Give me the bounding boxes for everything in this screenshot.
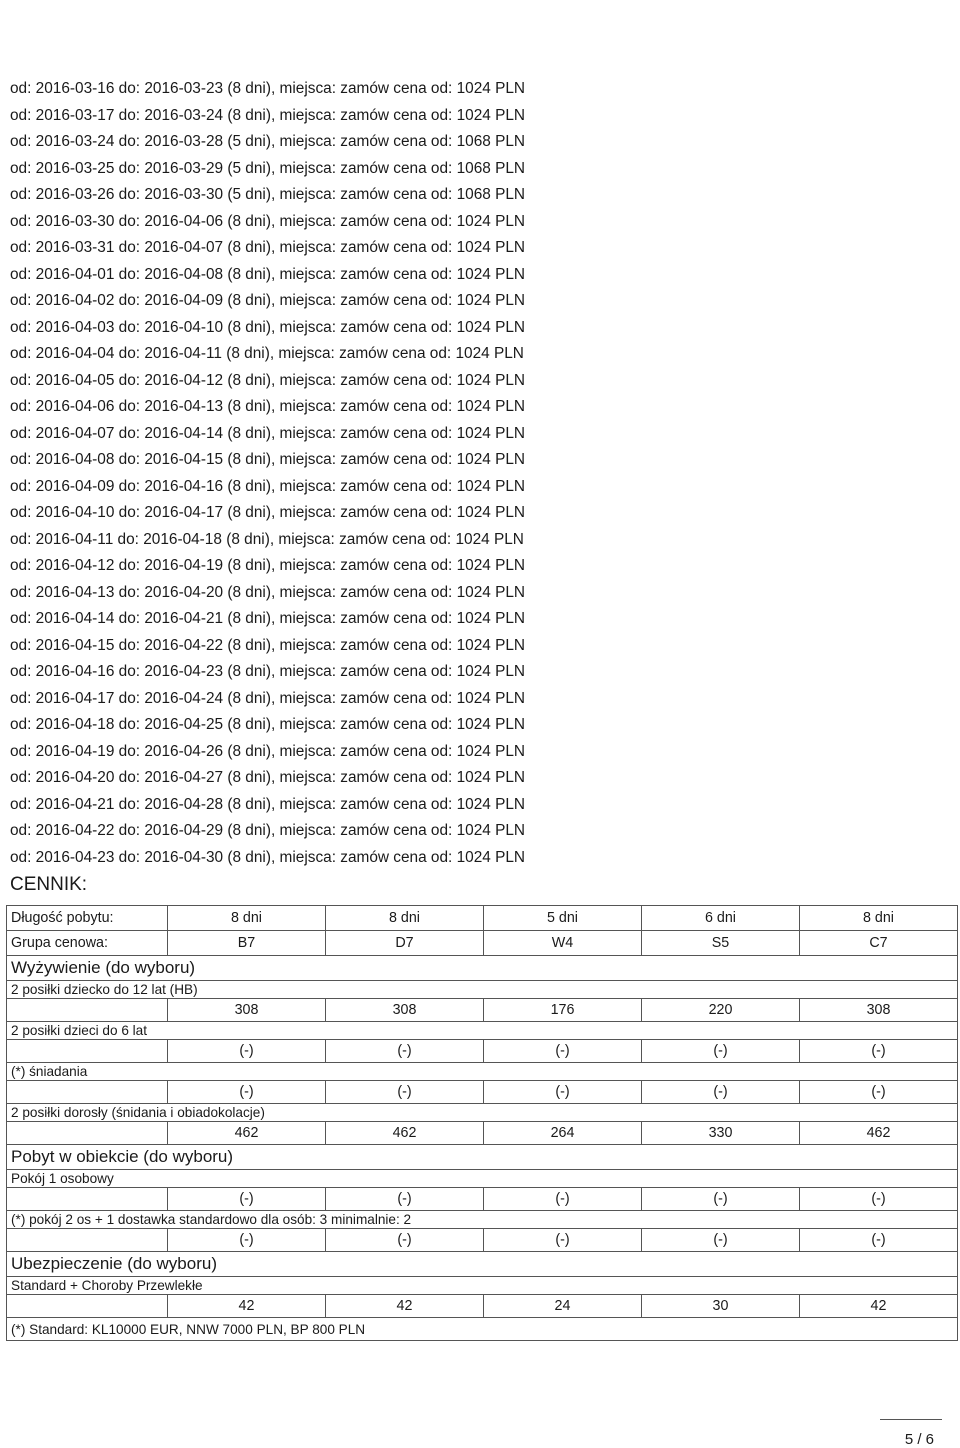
date-row: od: 2016-04-12 do: 2016-04-19 (8 dni), miejsca: zamów cena od: 1024 PLN [10, 557, 526, 574]
item-label: Pokój 1 osobowy [7, 1170, 958, 1188]
date-row: od: 2016-04-07 do: 2016-04-14 (8 dni), miejsca: zamów cena od: 1024 PLN [10, 424, 526, 442]
header-value: B7 [168, 931, 326, 956]
date-row: od: 2016-04-04 do: 2016-04-11 (8 dni), miejsca: zamów cena od: 1024 PLN [10, 345, 524, 362]
header-value: S5 [642, 931, 800, 956]
item-value: 308 [168, 999, 326, 1022]
item-value: (-) [642, 1188, 800, 1211]
page-number: 5 / 6 [904, 1431, 934, 1448]
date-row: od: 2016-04-23 do: 2016-04-30 (8 dni), miejsca: zamów cena od: 1024 PLN [10, 848, 526, 866]
date-row: od: 2016-04-16 do: 2016-04-23 (8 dni), miejsca: zamów cena od: 1024 PLN [10, 663, 526, 680]
date-row: od: 2016-04-10 do: 2016-04-17 (8 dni), miejsca: zamów cena od: 1024 PLN [10, 504, 526, 521]
item-label: 2 posiłki dzieci do 6 lat [7, 1022, 958, 1040]
date-row: od: 2016-04-05 do: 2016-04-12 (8 dni), miejsca: zamów cena od: 1024 PLN [10, 371, 526, 389]
item-value: (-) [168, 1081, 326, 1104]
date-row: od: 2016-03-31 do: 2016-04-07 (8 dni), miejsca: zamów cena od: 1024 PLN [10, 239, 526, 256]
item-spacer [7, 1081, 168, 1104]
item-value-row [7, 1122, 958, 1145]
item-value: (-) [484, 1081, 642, 1104]
item-value: (-) [168, 1229, 326, 1252]
item-value: 176 [484, 999, 642, 1022]
date-row: od: 2016-04-21 do: 2016-04-28 (8 dni), miejsca: zamów cena od: 1024 PLN [10, 795, 526, 813]
date-row: od: 2016-04-02 do: 2016-04-09 (8 dni), miejsca: zamów cena od: 1024 PLN [10, 292, 526, 309]
date-row: od: 2016-03-24 do: 2016-03-28 (5 dni), miejsca: zamów cena od: 1068 PLN [10, 133, 526, 150]
header-value: 6 dni [642, 906, 800, 931]
item-label-row [7, 981, 958, 999]
date-row: od: 2016-04-19 do: 2016-04-26 (8 dni), miejsca: zamów cena od: 1024 PLN [10, 742, 526, 760]
item-spacer [7, 1188, 168, 1211]
section-title: Wyżywienie (do wyboru) [7, 956, 958, 981]
item-value: 42 [800, 1295, 958, 1318]
date-row: od: 2016-04-18 do: 2016-04-25 (8 dni), miejsca: zamów cena od: 1024 PLN [10, 716, 526, 733]
item-label-row [7, 1211, 958, 1229]
item-spacer [7, 1229, 168, 1252]
item-value: 42 [326, 1295, 484, 1318]
item-value: (-) [326, 1229, 484, 1252]
date-row: od: 2016-04-22 do: 2016-04-29 (8 dni), miejsca: zamów cena od: 1024 PLN [10, 822, 526, 839]
item-value: 330 [642, 1122, 800, 1145]
date-row: od: 2016-04-03 do: 2016-04-10 (8 dni), miejsca: zamów cena od: 1024 PLN [10, 318, 526, 336]
section-row [7, 956, 958, 981]
date-row: od: 2016-04-17 do: 2016-04-24 (8 dni), miejsca: zamów cena od: 1024 PLN [10, 689, 526, 707]
item-spacer [7, 1040, 168, 1063]
footnote: (*) Standard: KL10000 EUR, NNW 7000 PLN, BP 800 PLN [7, 1318, 958, 1341]
section-row [7, 1145, 958, 1170]
item-value: 24 [484, 1295, 642, 1318]
item-value: (-) [326, 1188, 484, 1211]
item-label-row [7, 1104, 958, 1122]
item-label: 2 posiłki dziecko do 12 lat (HB) [7, 981, 958, 999]
item-value: (-) [642, 1229, 800, 1252]
date-row: od: 2016-04-11 do: 2016-04-18 (8 dni), miejsca: zamów cena od: 1024 PLN [10, 530, 524, 548]
item-label-row [7, 1063, 958, 1081]
header-value: 8 dni [800, 906, 958, 931]
item-value: 308 [800, 999, 958, 1022]
header-label: Długość pobytu: [7, 906, 168, 931]
cennik-title: CENNIK: [10, 874, 88, 895]
item-label: Standard + Choroby Przewlekłe [7, 1277, 958, 1295]
item-value: (-) [800, 1229, 958, 1252]
item-label-row [7, 1022, 958, 1040]
footer-divider [880, 1419, 942, 1420]
item-value: 30 [642, 1295, 800, 1318]
item-value: 462 [168, 1122, 326, 1145]
header-value: 5 dni [484, 906, 642, 931]
item-value: 462 [326, 1122, 484, 1145]
item-label-row [7, 1170, 958, 1188]
section-title: Ubezpieczenie (do wyboru) [7, 1252, 958, 1277]
item-value: (-) [800, 1188, 958, 1211]
date-row: od: 2016-04-13 do: 2016-04-20 (8 dni), miejsca: zamów cena od: 1024 PLN [10, 583, 526, 601]
item-value: 308 [326, 999, 484, 1022]
header-value: 8 dni [326, 906, 484, 931]
date-row: od: 2016-03-17 do: 2016-03-24 (8 dni), miejsca: zamów cena od: 1024 PLN [10, 106, 526, 124]
item-value-row [7, 999, 958, 1022]
date-row: od: 2016-04-15 do: 2016-04-22 (8 dni), miejsca: zamów cena od: 1024 PLN [10, 636, 526, 654]
header-value: W4 [484, 931, 642, 956]
item-label: (*) śniadania [7, 1063, 958, 1081]
item-value: 42 [168, 1295, 326, 1318]
item-value: 220 [642, 999, 800, 1022]
date-row: od: 2016-04-14 do: 2016-04-21 (8 dni), miejsca: zamów cena od: 1024 PLN [10, 610, 526, 627]
item-value: (-) [642, 1040, 800, 1063]
item-value: (-) [168, 1188, 326, 1211]
item-value: (-) [168, 1040, 326, 1063]
item-value-row [7, 1188, 958, 1211]
footnote-row [7, 1318, 958, 1341]
item-value-row [7, 1040, 958, 1063]
section-row [7, 1252, 958, 1277]
date-row: od: 2016-04-01 do: 2016-04-08 (8 dni), miejsca: zamów cena od: 1024 PLN [10, 265, 526, 283]
item-value-row [7, 1295, 958, 1318]
item-value: 264 [484, 1122, 642, 1145]
header-value: D7 [326, 931, 484, 956]
item-spacer [7, 999, 168, 1022]
item-value: (-) [642, 1081, 800, 1104]
item-label: 2 posiłki dorosły (śnidania i obiadokolacje) [7, 1104, 958, 1122]
date-row: od: 2016-04-06 do: 2016-04-13 (8 dni), miejsca: zamów cena od: 1024 PLN [10, 398, 526, 415]
date-row: od: 2016-04-09 do: 2016-04-16 (8 dni), miejsca: zamów cena od: 1024 PLN [10, 477, 526, 495]
item-value: (-) [484, 1188, 642, 1211]
date-row: od: 2016-03-26 do: 2016-03-30 (5 dni), miejsca: zamów cena od: 1068 PLN [10, 186, 526, 203]
item-label-row [7, 1277, 958, 1295]
header-row [7, 931, 958, 956]
date-row: od: 2016-04-20 do: 2016-04-27 (8 dni), miejsca: zamów cena od: 1024 PLN [10, 769, 526, 786]
item-value-row [7, 1229, 958, 1252]
item-value: (-) [800, 1040, 958, 1063]
item-spacer [7, 1295, 168, 1318]
item-value: (-) [484, 1229, 642, 1252]
date-row: od: 2016-03-16 do: 2016-03-23 (8 dni), miejsca: zamów cena od: 1024 PLN [10, 80, 526, 97]
item-spacer [7, 1122, 168, 1145]
header-value: C7 [800, 931, 958, 956]
item-value: 462 [800, 1122, 958, 1145]
item-value: (-) [484, 1040, 642, 1063]
item-value-row [7, 1081, 958, 1104]
price-table [6, 905, 958, 1341]
item-value: (-) [800, 1081, 958, 1104]
item-value: (-) [326, 1081, 484, 1104]
item-value: (-) [326, 1040, 484, 1063]
section-title: Pobyt w obiekcie (do wyboru) [7, 1145, 958, 1170]
date-row: od: 2016-03-30 do: 2016-04-06 (8 dni), miejsca: zamów cena od: 1024 PLN [10, 212, 526, 230]
date-list [10, 76, 525, 871]
header-value: 8 dni [168, 906, 326, 931]
header-label: Grupa cenowa: [7, 931, 168, 956]
date-row: od: 2016-03-25 do: 2016-03-29 (5 dni), miejsca: zamów cena od: 1068 PLN [10, 159, 526, 177]
header-row [7, 906, 958, 931]
item-label: (*) pokój 2 os + 1 dostawka standardowo dla osób: 3 minimalnie: 2 [7, 1211, 958, 1229]
date-row: od: 2016-04-08 do: 2016-04-15 (8 dni), miejsca: zamów cena od: 1024 PLN [10, 451, 526, 468]
